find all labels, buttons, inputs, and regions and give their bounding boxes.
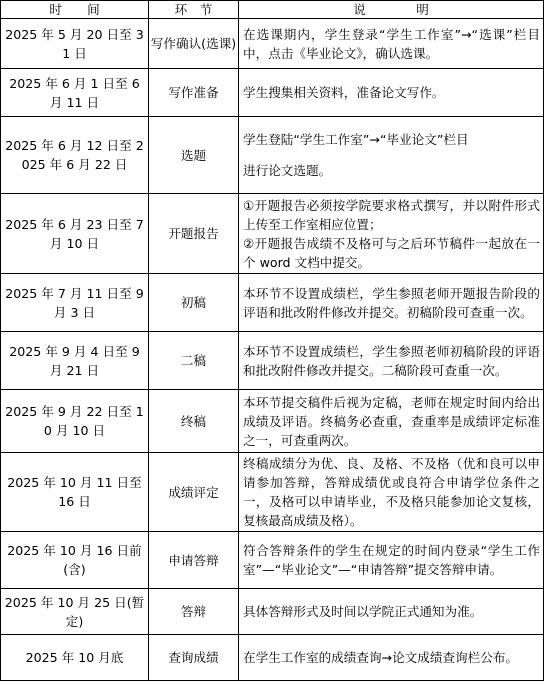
table-row [1,19,544,69]
table-row [1,390,544,453]
row-stage: 选题 [149,117,239,194]
row-time: 2025 年 6 月 12 日至 2025 年 6 月 22 日 [1,117,149,194]
row-description: 本环节提交稿件后视为定稿，老师在规定时间内给出成绩及评语。终稿务必查重，查重率是成绩评定标准之一，可查重两次。 [239,390,544,453]
row-description [239,117,544,194]
row-stage: 成绩评定 [149,453,239,532]
row-description-line: ①开题报告必须按学院要求格式撰写，并以附件形式上传至工作室相应位置； [243,197,540,232]
header-stage: 环 节 [149,1,239,19]
row-stage: 答辩 [149,589,239,635]
row-time: 2025 年 9 月 4 日至 9 月 21 日 [1,332,149,390]
header-row [1,1,544,19]
row-description: 符合答辩条件的学生在规定的时间内登录“学生工作室”—“毕业论文”—“申请答辩”提交答辩申请。 [239,532,544,589]
header-time: 时 间 [1,1,149,19]
row-time: 2025 年 10 月底 [1,635,149,681]
table-row [1,589,544,635]
table-row [1,453,544,532]
row-description: 本环节不设置成绩栏，学生参照老师初稿阶段的评语和批改附件修改并提交。二稿阶段可查重一次。 [239,332,544,390]
row-description-line: 学生登陆“学生工作室”→“毕业论文”栏目 [243,132,469,147]
row-description: 本环节不设置成绩栏，学生参照老师开题报告阶段的评语和批改附件修改并提交。初稿阶段可查重一次。 [239,274,544,332]
row-stage: 申请答辩 [149,532,239,589]
row-time: 2025 年 6 月 23 日至 7 月 10 日 [1,194,149,274]
row-description-line: ②开题报告成绩不及格可与之后环节稿件一起放在一个 word 文档中提交。 [243,235,540,270]
row-stage: 初稿 [149,274,239,332]
row-stage: 二稿 [149,332,239,390]
row-time: 2025 年 7 月 11 日至 9 月 3 日 [1,274,149,332]
table-row [1,635,544,681]
table-row [1,532,544,589]
row-description: 在学生工作室的成绩查询→论文成绩查询栏公布。 [239,635,544,681]
row-description-line: 进行论文选题。 [243,163,332,178]
row-stage: 查询成绩 [149,635,239,681]
row-description: 在选课期内，学生登录“学生工作室”→“选课”栏目中，点击《毕业论文》，确认选课。 [239,19,544,69]
row-description: 终稿成绩分为优、良、及格、不及格（优和良可以申请参加答辩，答辩成绩优或良符合申请学位条件之一，及格可以申请毕业，不及格只能参加论文复核，复核最高成绩及格）。 [239,453,544,532]
row-description: 学生搜集相关资料，准备论文写作。 [239,69,544,117]
table-row [1,194,544,274]
table-row [1,117,544,194]
row-stage: 写作准备 [149,69,239,117]
row-stage: 终稿 [149,390,239,453]
table-row [1,332,544,390]
row-time: 2025 年 10 月 16 日前(含) [1,532,149,589]
row-time: 2025 年 9 月 22 日至 10 月 10 日 [1,390,149,453]
row-time: 2025 年 10 月 11 日至 16 日 [1,453,149,532]
table-row [1,69,544,117]
row-time: 2025 年 10 月 25 日(暂定) [1,589,149,635]
table-row [1,274,544,332]
row-description: 具体答辩形式及时间以学院正式通知为准。 [239,589,544,635]
row-time: 2025 年 6 月 1 日至 6 月 11 日 [1,69,149,117]
header-description: 说 明 [239,1,544,19]
row-description [239,194,544,274]
row-stage: 写作确认(选课) [149,19,239,69]
row-time: 2025 年 5 月 20 日至 31 日 [1,19,149,69]
row-stage: 开题报告 [149,194,239,274]
